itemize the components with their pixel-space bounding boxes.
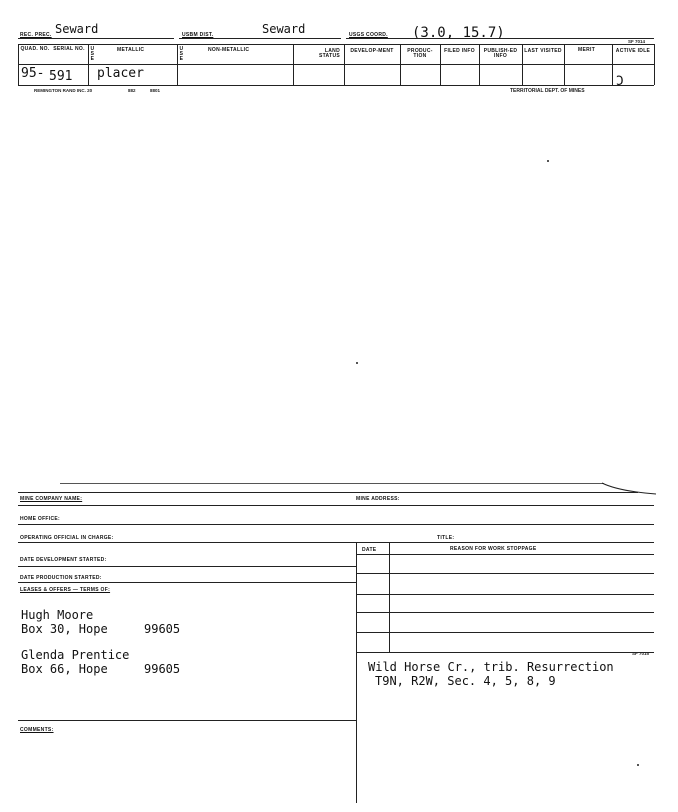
divider [356, 543, 357, 653]
home-office-label: HOME OFFICE: [20, 516, 60, 522]
lessee-2-zip: 99605 [144, 662, 181, 676]
reason-column-header: REASON FOR WORK STOPPAGE [450, 546, 537, 552]
date-column-header: DATE [362, 547, 377, 553]
col-published-info: PUBLISH-ED INFO [483, 48, 518, 59]
printer-code-1: 882 [128, 88, 136, 93]
col-quad-no: QUAD. NO. [20, 46, 50, 52]
lessee-2 [21, 648, 181, 676]
divider [389, 543, 390, 653]
lessee-1-name: Hugh Moore [21, 608, 94, 622]
rule [356, 554, 654, 555]
leases-offers-label: LEASES & OFFERS — TERMS OF: [20, 587, 111, 593]
col-non-metallic: NON-METALLIC [208, 47, 250, 53]
active-idle-mark: Ͻ [616, 74, 624, 89]
location-line-2: T9N, R2W, Sec. 4, 5, 8, 9 [375, 674, 556, 688]
divider [612, 44, 613, 85]
rule [356, 594, 654, 595]
rule [18, 64, 654, 65]
form-number-top: SF 7014 [628, 39, 646, 44]
rule [356, 632, 654, 633]
rule [18, 524, 654, 525]
rule [18, 566, 356, 567]
rec-prec-value: Seward [55, 22, 99, 36]
printer-imprint: REMINGTON RAND INC. 20 [34, 88, 93, 93]
usgs-coord-value: (3.0, 15.7) [412, 25, 505, 41]
col-use-nonmetallic: USE [179, 46, 184, 62]
date-development-started-label: DATE DEVELOPMENT STARTED: [20, 557, 107, 563]
divider [654, 44, 655, 85]
agency-name: TERRITORIAL DEPT. OF MINES [510, 88, 585, 94]
operating-official-label: OPERATING OFFICIAL IN CHARGE: [20, 535, 114, 541]
col-merit: MERIT [578, 47, 596, 53]
rule [18, 720, 356, 721]
location-line-1: Wild Horse Cr., trib. Resurrection [368, 660, 614, 674]
col-filed-info: FILED INFO [444, 48, 475, 54]
printer-code-2: 8801 [150, 88, 161, 93]
card-edge-curve [600, 480, 660, 502]
rule [18, 505, 654, 506]
lessee-2-name: Glenda Prentice [21, 648, 130, 662]
rule [18, 542, 654, 543]
col-land-status: LAND STATUS [318, 48, 340, 59]
speck [356, 362, 358, 364]
usgs-coord-label: USGS COORD. [349, 32, 388, 38]
rule [356, 573, 654, 574]
rule [18, 38, 174, 39]
divider [344, 44, 345, 85]
row-quad: 95- [21, 66, 45, 81]
date-production-started-label: DATE PRODUCTION STARTED: [20, 575, 102, 581]
divider [356, 653, 357, 803]
col-use-metallic: USE [90, 46, 95, 62]
rule [18, 85, 654, 86]
col-development: DEVELOP-MENT [350, 48, 394, 54]
usbm-dist-value: Seward [262, 22, 306, 36]
lessee-2-address: Box 66, Hope [21, 662, 108, 676]
rule [356, 612, 654, 613]
speck [547, 160, 549, 162]
mine-company-name-label: MINE COMPANY NAME: [20, 496, 83, 502]
card-edge [60, 483, 604, 484]
col-last-visited: LAST VISITED [524, 48, 562, 54]
lessee-1-address: Box 30, Hope [21, 622, 108, 636]
mine-address-label: MINE ADDRESS: [356, 496, 400, 502]
col-production: PRODUC-TION [407, 48, 433, 59]
divider [440, 44, 441, 85]
col-metallic: METALLIC [117, 47, 145, 53]
title-label: TITLE: [437, 535, 455, 541]
speck [637, 764, 639, 766]
rule [18, 492, 638, 493]
col-serial-no: SERIAL NO. [53, 46, 85, 52]
divider [400, 44, 401, 85]
rule [346, 38, 654, 39]
divider [564, 44, 565, 85]
rec-prec-label: REC. PREC. [20, 32, 52, 38]
lessee-1-zip: 99605 [144, 622, 181, 636]
lessee-1 [21, 608, 181, 636]
usbm-dist-label: USBM DIST. [182, 32, 214, 38]
row-serial: 591 [49, 69, 73, 84]
row-metallic: placer [97, 66, 144, 81]
divider [18, 44, 19, 85]
rule [356, 652, 654, 653]
form-number-bottom: SF 7015 [632, 651, 650, 656]
rule [18, 582, 356, 583]
comments-label: COMMENTS: [20, 727, 54, 733]
rule [179, 38, 341, 39]
col-active-idle: ACTIVE IDLE [615, 48, 651, 54]
divider [88, 44, 89, 85]
divider [177, 44, 178, 85]
divider [293, 44, 294, 85]
divider [522, 44, 523, 85]
divider [479, 44, 480, 85]
rule [18, 44, 654, 45]
